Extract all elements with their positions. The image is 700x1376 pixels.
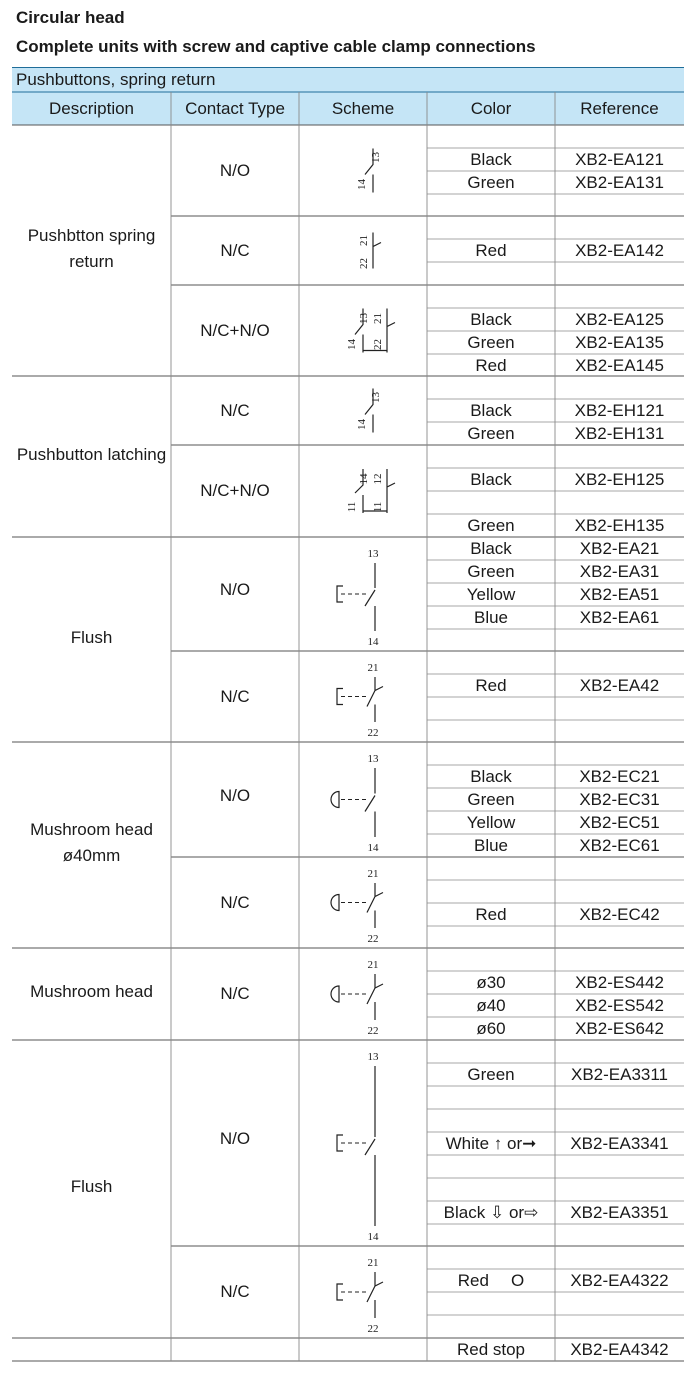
right-hollow-arrow-icon: ⇨: [524, 1203, 539, 1222]
contact-scheme-diagram: [303, 742, 423, 857]
color-label: Green: [467, 516, 515, 535]
contact-scheme-diagram: [303, 857, 423, 948]
color-cell: [427, 834, 555, 857]
description-cell: ø40mm: [62, 846, 121, 865]
color-label: Green: [467, 424, 515, 443]
svg-text:21: 21: [372, 313, 384, 324]
symbol-label: O: [510, 1271, 525, 1290]
contact-scheme-diagram: [303, 376, 423, 445]
color-label: Yellow: [466, 813, 516, 832]
svg-text:22: 22: [367, 933, 379, 945]
svg-text:14: 14: [358, 473, 370, 485]
color-label: Green: [467, 1065, 515, 1084]
description-cell: Mushroom head: [30, 820, 153, 839]
reference-cell: XB2-EA4322: [570, 1271, 669, 1290]
reference-cell: XB2-EC42: [579, 905, 660, 924]
svg-text:13: 13: [370, 152, 382, 163]
contact-scheme-diagram: [303, 537, 423, 651]
svg-text:14: 14: [367, 842, 379, 854]
reference-cell: XB2-EA135: [575, 333, 664, 352]
contact-type-cell: N/O: [219, 580, 251, 599]
contact-type-cell: N/C: [220, 984, 250, 1003]
contact-scheme-diagram: [303, 445, 423, 537]
description-cell: Pushbtton spring: [27, 225, 156, 245]
svg-text:22: 22: [367, 1323, 379, 1335]
color-label: ø30: [476, 973, 506, 992]
color-cell: [427, 239, 555, 262]
reference-cell: XB2-EH135: [574, 516, 665, 535]
contact-scheme-diagram: [303, 1246, 423, 1338]
reference-cell: XB2-EA125: [575, 310, 664, 329]
reference-cell: XB2-EA3311: [570, 1065, 669, 1084]
reference-cell: XB2-EA142: [575, 241, 664, 260]
color-label: Green: [467, 173, 515, 192]
color-label: Red: [475, 356, 507, 375]
svg-text:11: 11: [346, 501, 358, 513]
reference-cell: XB2-EA51: [579, 585, 660, 604]
color-label: Green: [467, 562, 515, 581]
contact-type-cell: N/C+N/O: [200, 481, 270, 500]
color-cell: [427, 1132, 555, 1155]
color-label: ø60: [476, 1019, 506, 1038]
description-cell: Flush: [70, 627, 113, 647]
color-label: Red: [475, 676, 507, 695]
color-label: Black: [470, 150, 512, 169]
color-cell: [427, 674, 555, 697]
color-cell: [427, 583, 555, 606]
color-label: ø40: [476, 996, 506, 1015]
column-header: Color: [427, 92, 555, 125]
color-label: White: [445, 1134, 490, 1153]
column-header: Contact Type: [171, 92, 299, 125]
column-header: Description: [12, 92, 171, 125]
right-arrow-icon: ➞: [522, 1134, 537, 1153]
color-cell: [427, 1269, 555, 1292]
contact-type-cell: N/C: [220, 241, 250, 260]
page-subtitle: Complete units with screw and captive cable clamp connections: [16, 37, 536, 56]
reference-cell: XB2-EA145: [575, 356, 664, 375]
color-label: Black: [470, 470, 512, 489]
column-header: Scheme: [299, 92, 427, 125]
svg-text:14: 14: [346, 339, 358, 350]
svg-text:13: 13: [367, 753, 379, 765]
or-label: or: [507, 1134, 523, 1153]
reference-cell: XB2-EA4342: [570, 1340, 669, 1359]
contact-type-cell: N/C: [220, 401, 250, 420]
reference-cell: XB2-EH131: [574, 424, 665, 443]
color-cell: [427, 171, 555, 194]
description-cell: Mushroom head: [30, 982, 153, 1001]
svg-text:13: 13: [358, 313, 370, 324]
contact-type-cell: N/C: [220, 1282, 250, 1301]
reference-cell: XB2-EA31: [579, 562, 660, 581]
svg-text:21: 21: [367, 959, 379, 971]
color-label: Red: [475, 241, 507, 260]
color-label: Black: [470, 310, 512, 329]
svg-text:21: 21: [367, 868, 379, 880]
svg-text:14: 14: [367, 636, 379, 648]
reference-cell: XB2-EA3351: [570, 1203, 669, 1222]
contact-scheme-diagram: [303, 285, 423, 376]
color-cell: [427, 422, 555, 445]
color-cell: [427, 1201, 555, 1224]
svg-text:13: 13: [370, 392, 382, 403]
contact-scheme-diagram: [303, 651, 423, 742]
contact-scheme-diagram: [303, 125, 423, 216]
contact-type-cell: N/C: [220, 687, 250, 706]
down-hollow-arrow-icon: ⇩: [485, 1203, 509, 1222]
reference-cell: XB2-EA61: [579, 608, 660, 627]
reference-cell: XB2-EC61: [579, 836, 660, 855]
color-cell: [427, 1017, 555, 1040]
description-cell: Pushbutton latching: [16, 444, 167, 464]
svg-text:21: 21: [358, 235, 370, 246]
svg-text:12: 12: [372, 473, 384, 485]
svg-text:14: 14: [356, 179, 368, 190]
reference-cell: XB2-EH121: [574, 401, 665, 420]
color-cell: [427, 994, 555, 1017]
color-cell: [427, 788, 555, 811]
svg-text:21: 21: [367, 662, 379, 674]
reference-cell: XB2-EA21: [579, 539, 660, 558]
reference-cell: XB2-EC51: [579, 813, 660, 832]
color-cell: [427, 331, 555, 354]
color-label: Black: [470, 539, 512, 558]
reference-cell: XB2-ES542: [575, 996, 664, 1015]
color-label: Green: [467, 790, 515, 809]
color-cell: [427, 514, 555, 537]
contact-type-cell: N/O: [219, 786, 251, 805]
color-cell: [427, 148, 555, 171]
color-label: Yellow: [466, 585, 516, 604]
contact-scheme-diagram: [303, 1040, 423, 1246]
color-cell: [427, 308, 555, 331]
contact-scheme-diagram: [303, 216, 423, 285]
reference-cell: XB2-EH125: [574, 470, 665, 489]
reference-cell: XB2-ES642: [575, 1019, 664, 1038]
color-cell: [427, 560, 555, 583]
svg-text:13: 13: [367, 1051, 379, 1063]
contact-type-cell: N/C: [220, 893, 250, 912]
description-cell: return: [69, 251, 114, 271]
color-cell: [427, 765, 555, 788]
color-cell: [427, 468, 555, 491]
page-title: Circular head: [16, 8, 125, 27]
svg-text:14: 14: [356, 419, 368, 430]
reference-cell: XB2-EC31: [579, 790, 660, 809]
svg-text:13: 13: [367, 548, 379, 560]
color-label: Black: [470, 401, 512, 420]
reference-cell: XB2-EA42: [579, 676, 660, 695]
contact-type-cell: N/O: [219, 161, 251, 180]
section-header: Pushbuttons, spring return: [12, 67, 684, 92]
contact-type-cell: N/C+N/O: [200, 321, 270, 340]
color-cell: [427, 811, 555, 834]
color-cell: [427, 1063, 555, 1086]
up-arrow-icon: ↑: [489, 1134, 508, 1153]
color-cell: [427, 903, 555, 926]
color-label: Green: [467, 333, 515, 352]
color-cell: [427, 399, 555, 422]
color-cell: Red stop: [456, 1340, 526, 1359]
reference-cell: XB2-EA121: [575, 150, 664, 169]
reference-cell: XB2-EC21: [579, 767, 660, 786]
color-label: Red: [457, 1271, 489, 1290]
color-label: Blue: [473, 608, 509, 627]
color-cell: [427, 606, 555, 629]
reference-cell: XB2-EA3341: [570, 1134, 669, 1153]
column-header: Reference: [555, 92, 684, 125]
contact-type-cell: N/O: [219, 1129, 251, 1148]
svg-text:22: 22: [358, 258, 370, 269]
color-label: Black: [443, 1203, 486, 1222]
reference-cell: XB2-ES442: [575, 973, 664, 992]
color-label: Black: [470, 767, 512, 786]
color-label: Blue: [473, 836, 509, 855]
svg-text:21: 21: [367, 1257, 379, 1269]
or-label: or: [508, 1203, 525, 1222]
svg-text:14: 14: [367, 1231, 379, 1243]
description-cell: Flush: [70, 1177, 113, 1196]
svg-text:22: 22: [367, 727, 379, 739]
color-cell: [427, 354, 555, 377]
svg-text:22: 22: [372, 339, 384, 350]
svg-text:11: 11: [372, 501, 384, 513]
contact-scheme-diagram: [303, 948, 423, 1040]
color-cell: [427, 971, 555, 994]
reference-cell: XB2-EA131: [575, 173, 664, 192]
svg-text:22: 22: [367, 1025, 379, 1037]
color-cell: [427, 537, 555, 560]
color-label: Red: [475, 905, 507, 924]
